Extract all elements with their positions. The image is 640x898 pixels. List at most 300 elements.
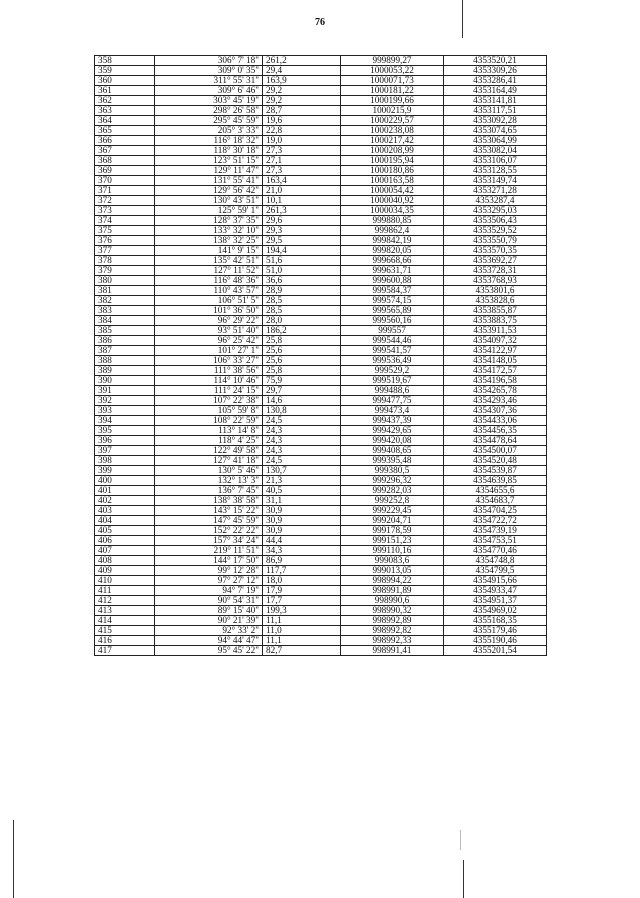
x-coordinate-cell: 999380,5 (341, 466, 444, 476)
x-coordinate-cell: 999229,45 (341, 506, 444, 516)
x-coordinate-cell: 999420,08 (341, 436, 444, 446)
table-row (95, 246, 547, 256)
point-number-cell: 364 (95, 116, 155, 126)
point-number-cell: 412 (95, 596, 155, 606)
distance-cell: 29,4 (263, 66, 341, 76)
y-coordinate-cell: 4354933,47 (444, 586, 547, 596)
y-coordinate-cell: 4353828,6 (444, 296, 547, 306)
bearing-angle-cell: 135° 42' 51" (155, 256, 263, 266)
y-coordinate-cell: 4353287,4 (444, 196, 547, 206)
y-coordinate-cell: 4353082,04 (444, 146, 547, 156)
y-coordinate-cell: 4353801,6 (444, 286, 547, 296)
x-coordinate-cell: 999631,71 (341, 266, 444, 276)
point-number-cell: 391 (95, 386, 155, 396)
table-row (95, 476, 547, 486)
table-row (95, 646, 547, 656)
table-row (95, 156, 547, 166)
point-number-cell: 387 (95, 346, 155, 356)
point-number-cell: 415 (95, 626, 155, 636)
bearing-angle-cell: 311° 55' 31" (155, 76, 263, 86)
point-number-cell: 403 (95, 506, 155, 516)
y-coordinate-cell: 4353506,43 (444, 216, 547, 226)
coordinates-table-body (95, 56, 547, 656)
y-coordinate-cell: 4354097,32 (444, 336, 547, 346)
x-coordinate-cell: 999565,89 (341, 306, 444, 316)
bearing-angle-cell: 131° 55' 41" (155, 176, 263, 186)
distance-cell: 24,3 (263, 426, 341, 436)
x-coordinate-cell: 999560,16 (341, 316, 444, 326)
table-row (95, 186, 547, 196)
table-row (95, 566, 547, 576)
table-row (95, 206, 547, 216)
distance-cell: 194,4 (263, 246, 341, 256)
bearing-angle-cell: 111° 38' 56" (155, 366, 263, 376)
point-number-cell: 406 (95, 536, 155, 546)
point-number-cell: 377 (95, 246, 155, 256)
table-row (95, 386, 547, 396)
x-coordinate-cell: 1000180,86 (341, 166, 444, 176)
point-number-cell: 411 (95, 586, 155, 596)
table-row (95, 376, 547, 386)
x-coordinate-cell: 999488,6 (341, 386, 444, 396)
table-row (95, 296, 547, 306)
left-margin-line (13, 820, 14, 898)
y-coordinate-cell: 4354748,8 (444, 556, 547, 566)
page-number: 76 (315, 17, 325, 28)
distance-cell: 86,9 (263, 556, 341, 566)
bearing-angle-cell: 106° 51' 5" (155, 296, 263, 306)
bearing-angle-cell: 128° 37' 35" (155, 216, 263, 226)
x-coordinate-cell: 999282,03 (341, 486, 444, 496)
distance-cell: 199,3 (263, 606, 341, 616)
x-coordinate-cell: 999178,59 (341, 526, 444, 536)
x-coordinate-cell: 1000053,22 (341, 66, 444, 76)
x-coordinate-cell: 1000217,42 (341, 136, 444, 146)
x-coordinate-cell: 999557 (341, 326, 444, 336)
distance-cell: 11,1 (263, 636, 341, 646)
point-number-cell: 405 (95, 526, 155, 536)
bearing-angle-cell: 141° 9' 15" (155, 246, 263, 256)
x-coordinate-cell: 999899,27 (341, 56, 444, 66)
table-row (95, 446, 547, 456)
table-row (95, 506, 547, 516)
point-number-cell: 407 (95, 546, 155, 556)
x-coordinate-cell: 1000208,99 (341, 146, 444, 156)
x-coordinate-cell: 999820,05 (341, 246, 444, 256)
y-coordinate-cell: 4354739,19 (444, 526, 547, 536)
table-row (95, 196, 547, 206)
distance-cell: 14,6 (263, 396, 341, 406)
distance-cell: 18,0 (263, 576, 341, 586)
bearing-angle-cell: 96° 25' 42" (155, 336, 263, 346)
x-coordinate-cell: 999395,48 (341, 456, 444, 466)
distance-cell: 130,7 (263, 466, 341, 476)
point-number-cell: 360 (95, 76, 155, 86)
distance-cell: 163,4 (263, 176, 341, 186)
point-number-cell: 413 (95, 606, 155, 616)
distance-cell: 28,0 (263, 316, 341, 326)
bearing-angle-cell: 89° 15' 40" (155, 606, 263, 616)
table-row (95, 436, 547, 446)
bearing-angle-cell: 90° 21' 39" (155, 616, 263, 626)
x-coordinate-cell: 999584,37 (341, 286, 444, 296)
bearing-angle-cell: 94° 44' 47" (155, 636, 263, 646)
y-coordinate-cell: 4354539,87 (444, 466, 547, 476)
table-row (95, 306, 547, 316)
point-number-cell: 369 (95, 166, 155, 176)
bearing-angle-cell: 303° 45' 19" (155, 96, 263, 106)
point-number-cell: 368 (95, 156, 155, 166)
bearing-angle-cell: 130° 43' 51" (155, 196, 263, 206)
point-number-cell: 362 (95, 96, 155, 106)
y-coordinate-cell: 4353855,87 (444, 306, 547, 316)
bearing-angle-cell: 96° 29' 22" (155, 316, 263, 326)
distance-cell: 24,5 (263, 416, 341, 426)
y-coordinate-cell: 4354196,58 (444, 376, 547, 386)
table-row (95, 116, 547, 126)
bearing-angle-cell: 97° 27' 12" (155, 576, 263, 586)
bearing-angle-cell: 90° 54' 31" (155, 596, 263, 606)
y-coordinate-cell: 4353106,07 (444, 156, 547, 166)
bearing-angle-cell: 129° 11' 47" (155, 166, 263, 176)
x-coordinate-cell: 1000034,35 (341, 206, 444, 216)
x-coordinate-cell: 999473,4 (341, 406, 444, 416)
point-number-cell: 381 (95, 286, 155, 296)
y-coordinate-cell: 4353550,79 (444, 236, 547, 246)
table-row (95, 496, 547, 506)
table-row (95, 166, 547, 176)
distance-cell: 25,8 (263, 336, 341, 346)
point-number-cell: 378 (95, 256, 155, 266)
table-row (95, 556, 547, 566)
distance-cell: 28,7 (263, 106, 341, 116)
point-number-cell: 392 (95, 396, 155, 406)
table-row (95, 276, 547, 286)
x-coordinate-cell: 999477,75 (341, 396, 444, 406)
y-coordinate-cell: 4353692,27 (444, 256, 547, 266)
distance-cell: 30,9 (263, 526, 341, 536)
table-row (95, 216, 547, 226)
table-row (95, 86, 547, 96)
table-row (95, 76, 547, 86)
distance-cell: 28,9 (263, 286, 341, 296)
bearing-angle-cell: 309° 6' 46" (155, 86, 263, 96)
y-coordinate-cell: 4354655,6 (444, 486, 547, 496)
bearing-angle-cell: 93° 51' 40" (155, 326, 263, 336)
x-coordinate-cell: 998992,89 (341, 616, 444, 626)
distance-cell: 27,3 (263, 146, 341, 156)
distance-cell: 28,5 (263, 296, 341, 306)
distance-cell: 34,3 (263, 546, 341, 556)
x-coordinate-cell: 1000195,94 (341, 156, 444, 166)
y-coordinate-cell: 4353295,03 (444, 206, 547, 216)
bearing-angle-cell: 99° 12' 28" (155, 566, 263, 576)
x-coordinate-cell: 999151,23 (341, 536, 444, 546)
x-coordinate-cell: 1000199,66 (341, 96, 444, 106)
distance-cell: 29,3 (263, 226, 341, 236)
table-row (95, 326, 547, 336)
bearing-angle-cell: 118° 4' 25" (155, 436, 263, 446)
point-number-cell: 398 (95, 456, 155, 466)
point-number-cell: 373 (95, 206, 155, 216)
x-coordinate-cell: 999842,19 (341, 236, 444, 246)
distance-cell: 28,5 (263, 306, 341, 316)
bearing-angle-cell: 133° 32' 10" (155, 226, 263, 236)
bearing-angle-cell: 114° 10' 46" (155, 376, 263, 386)
distance-cell: 31,1 (263, 496, 341, 506)
distance-cell: 44,4 (263, 536, 341, 546)
y-coordinate-cell: 4354753,51 (444, 536, 547, 546)
y-coordinate-cell: 4354799,5 (444, 566, 547, 576)
bearing-angle-cell: 118° 30' 18" (155, 146, 263, 156)
bearing-angle-cell: 101° 36' 50" (155, 306, 263, 316)
x-coordinate-cell: 999541,57 (341, 346, 444, 356)
y-coordinate-cell: 4354951,37 (444, 596, 547, 606)
point-number-cell: 359 (95, 66, 155, 76)
distance-cell: 17,9 (263, 586, 341, 596)
bearing-angle-cell: 130° 5' 46" (155, 466, 263, 476)
point-number-cell: 399 (95, 466, 155, 476)
bearing-angle-cell: 94° 7' 19" (155, 586, 263, 596)
point-number-cell: 386 (95, 336, 155, 346)
table-row (95, 466, 547, 476)
bearing-angle-cell: 107° 22' 38" (155, 396, 263, 406)
bearing-angle-cell: 138° 38' 58" (155, 496, 263, 506)
table-row (95, 286, 547, 296)
y-coordinate-cell: 4353768,93 (444, 276, 547, 286)
bearing-angle-cell: 110° 43' 57" (155, 286, 263, 296)
table-row (95, 526, 547, 536)
table-row (95, 616, 547, 626)
y-coordinate-cell: 4354433,06 (444, 416, 547, 426)
x-coordinate-cell: 1000040,92 (341, 196, 444, 206)
y-coordinate-cell: 4354722,72 (444, 516, 547, 526)
point-number-cell: 367 (95, 146, 155, 156)
x-coordinate-cell: 999296,32 (341, 476, 444, 486)
y-coordinate-cell: 4354265,78 (444, 386, 547, 396)
point-number-cell: 375 (95, 226, 155, 236)
y-coordinate-cell: 4354122,97 (444, 346, 547, 356)
table-row (95, 406, 547, 416)
table-row (95, 516, 547, 526)
bearing-angle-cell: 106° 33' 27" (155, 356, 263, 366)
y-coordinate-cell: 4353520,21 (444, 56, 547, 66)
distance-cell: 21,0 (263, 186, 341, 196)
table-row (95, 576, 547, 586)
y-coordinate-cell: 4354969,02 (444, 606, 547, 616)
y-coordinate-cell: 4354172,57 (444, 366, 547, 376)
x-coordinate-cell: 998994,22 (341, 576, 444, 586)
x-coordinate-cell: 999862,4 (341, 226, 444, 236)
distance-cell: 17,7 (263, 596, 341, 606)
bearing-angle-cell: 127° 11' 52" (155, 266, 263, 276)
y-coordinate-cell: 4354704,25 (444, 506, 547, 516)
x-coordinate-cell: 998992,82 (341, 626, 444, 636)
point-number-cell: 383 (95, 306, 155, 316)
coordinates-table (94, 55, 547, 656)
x-coordinate-cell: 1000238,08 (341, 126, 444, 136)
bearing-angle-cell: 125° 59' 1" (155, 206, 263, 216)
distance-cell: 29,5 (263, 236, 341, 246)
distance-cell: 117,7 (263, 566, 341, 576)
y-coordinate-cell: 4353074,65 (444, 126, 547, 136)
distance-cell: 10,1 (263, 196, 341, 206)
y-coordinate-cell: 4355168,35 (444, 616, 547, 626)
distance-cell: 24,5 (263, 456, 341, 466)
y-coordinate-cell: 4353728,31 (444, 266, 547, 276)
x-coordinate-cell: 1000229,57 (341, 116, 444, 126)
table-row (95, 256, 547, 266)
x-coordinate-cell: 998991,41 (341, 646, 444, 656)
distance-cell: 27,1 (263, 156, 341, 166)
bearing-angle-cell: 111° 24' 15" (155, 386, 263, 396)
x-coordinate-cell: 998990,6 (341, 596, 444, 606)
distance-cell: 21,3 (263, 476, 341, 486)
table-row (95, 396, 547, 406)
point-number-cell: 390 (95, 376, 155, 386)
table-row (95, 546, 547, 556)
bearing-angle-cell: 116° 18' 32" (155, 136, 263, 146)
point-number-cell: 366 (95, 136, 155, 146)
distance-cell: 25,6 (263, 346, 341, 356)
distance-cell: 130,8 (263, 406, 341, 416)
y-coordinate-cell: 4354915,66 (444, 576, 547, 586)
table-row (95, 176, 547, 186)
point-number-cell: 389 (95, 366, 155, 376)
bearing-angle-cell: 309° 0' 35" (155, 66, 263, 76)
table-row (95, 236, 547, 246)
table-row (95, 356, 547, 366)
y-coordinate-cell: 4353128,55 (444, 166, 547, 176)
y-coordinate-cell: 4353529,52 (444, 226, 547, 236)
point-number-cell: 397 (95, 446, 155, 456)
y-coordinate-cell: 4353570,35 (444, 246, 547, 256)
point-number-cell: 361 (95, 86, 155, 96)
distance-cell: 29,7 (263, 386, 341, 396)
y-coordinate-cell: 4354639,85 (444, 476, 547, 486)
y-coordinate-cell: 4354456,35 (444, 426, 547, 436)
x-coordinate-cell: 999083,6 (341, 556, 444, 566)
point-number-cell: 400 (95, 476, 155, 486)
point-number-cell: 358 (95, 56, 155, 66)
distance-cell: 24,3 (263, 436, 341, 446)
bearing-angle-cell: 122° 49' 58" (155, 446, 263, 456)
x-coordinate-cell: 999600,88 (341, 276, 444, 286)
distance-cell: 261,2 (263, 56, 341, 66)
bearing-angle-cell: 108° 22' 59" (155, 416, 263, 426)
point-number-cell: 365 (95, 126, 155, 136)
x-coordinate-cell: 998991,89 (341, 586, 444, 596)
bearing-angle-cell: 92° 33' 2" (155, 626, 263, 636)
distance-cell: 29,6 (263, 216, 341, 226)
table-row (95, 366, 547, 376)
bearing-angle-cell: 132° 13' 3" (155, 476, 263, 486)
x-coordinate-cell: 999668,66 (341, 256, 444, 266)
y-coordinate-cell: 4354307,36 (444, 406, 547, 416)
bearing-angle-cell: 95° 45' 22" (155, 646, 263, 656)
bearing-angle-cell: 219° 11' 51" (155, 546, 263, 556)
distance-cell: 75,9 (263, 376, 341, 386)
point-number-cell: 370 (95, 176, 155, 186)
bearing-angle-cell: 144° 17' 50" (155, 556, 263, 566)
x-coordinate-cell: 999252,8 (341, 496, 444, 506)
point-number-cell: 410 (95, 576, 155, 586)
point-number-cell: 395 (95, 426, 155, 436)
y-coordinate-cell: 4353883,75 (444, 316, 547, 326)
point-number-cell: 404 (95, 516, 155, 526)
distance-cell: 51,6 (263, 256, 341, 266)
table-row (95, 346, 547, 356)
y-coordinate-cell: 4353092,28 (444, 116, 547, 126)
right-margin-line (462, 0, 463, 38)
table-row (95, 416, 547, 426)
y-coordinate-cell: 4353149,74 (444, 176, 547, 186)
x-coordinate-cell: 1000054,42 (341, 186, 444, 196)
distance-cell: 261,3 (263, 206, 341, 216)
bearing-angle-cell: 123° 51' 15" (155, 156, 263, 166)
y-coordinate-cell: 4354293,46 (444, 396, 547, 406)
point-number-cell: 396 (95, 436, 155, 446)
point-number-cell: 409 (95, 566, 155, 576)
x-coordinate-cell: 999437,39 (341, 416, 444, 426)
bearing-angle-cell: 143° 15' 22" (155, 506, 263, 516)
x-coordinate-cell: 998990,32 (341, 606, 444, 616)
x-coordinate-cell: 999408,65 (341, 446, 444, 456)
distance-cell: 29,2 (263, 86, 341, 96)
table-row (95, 226, 547, 236)
point-number-cell: 380 (95, 276, 155, 286)
bearing-angle-cell: 105° 59' 8" (155, 406, 263, 416)
bearing-angle-cell: 138° 32' 25" (155, 236, 263, 246)
bearing-angle-cell: 295° 45' 59" (155, 116, 263, 126)
bearing-angle-cell: 127° 41' 18" (155, 456, 263, 466)
distance-cell: 19,6 (263, 116, 341, 126)
x-coordinate-cell: 999013,05 (341, 566, 444, 576)
distance-cell: 82,7 (263, 646, 341, 656)
bearing-angle-cell: 157° 34' 24" (155, 536, 263, 546)
bearing-angle-cell: 147° 45' 59" (155, 516, 263, 526)
table-row (95, 596, 547, 606)
table-row (95, 126, 547, 136)
distance-cell: 27,3 (263, 166, 341, 176)
y-coordinate-cell: 4353286,41 (444, 76, 547, 86)
point-number-cell: 376 (95, 236, 155, 246)
bearing-angle-cell: 101° 27' 1" (155, 346, 263, 356)
distance-cell: 51,0 (263, 266, 341, 276)
point-number-cell: 385 (95, 326, 155, 336)
y-coordinate-cell: 4354520,48 (444, 456, 547, 466)
x-coordinate-cell: 999880,85 (341, 216, 444, 226)
x-coordinate-cell: 999544,46 (341, 336, 444, 346)
point-number-cell: 401 (95, 486, 155, 496)
distance-cell: 22,8 (263, 126, 341, 136)
point-number-cell: 408 (95, 556, 155, 566)
scan-mark (460, 830, 461, 850)
distance-cell: 30,9 (263, 516, 341, 526)
table-row (95, 136, 547, 146)
x-coordinate-cell: 999429,65 (341, 426, 444, 436)
distance-cell: 11,0 (263, 626, 341, 636)
table-row (95, 536, 547, 546)
table-row (95, 106, 547, 116)
y-coordinate-cell: 4355179,46 (444, 626, 547, 636)
table-row (95, 606, 547, 616)
x-coordinate-cell: 999204,71 (341, 516, 444, 526)
distance-cell: 163,9 (263, 76, 341, 86)
point-number-cell: 363 (95, 106, 155, 116)
x-coordinate-cell: 1000163,58 (341, 176, 444, 186)
table-row (95, 456, 547, 466)
